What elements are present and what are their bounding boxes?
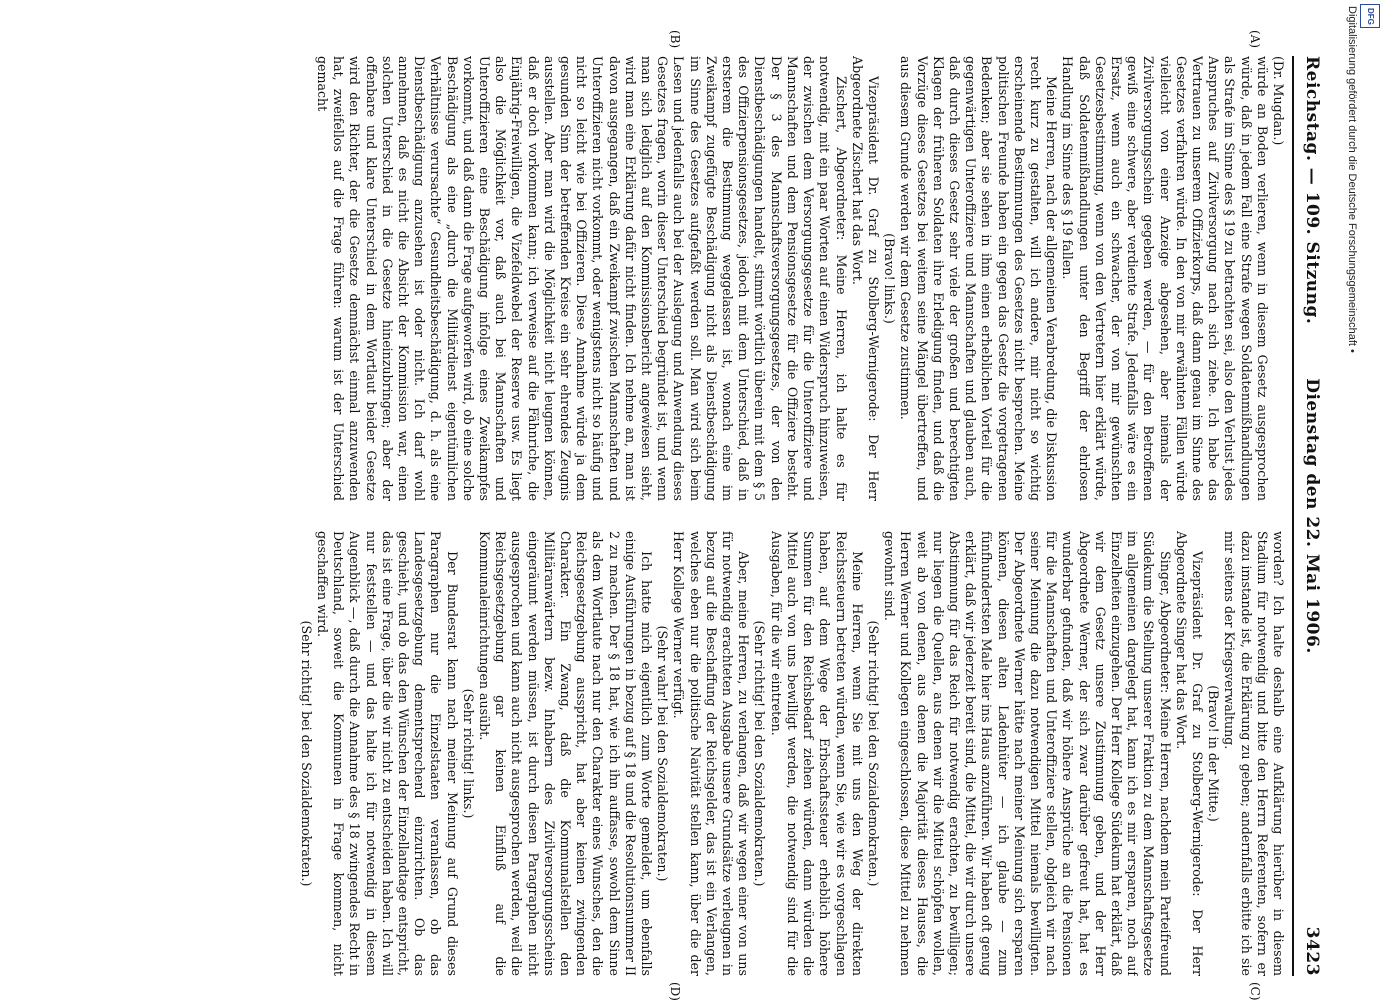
paragraph: Der Bundesrat kann nach meiner Meinung auf Grund dieses Paragraphen nur die Einzelstaaten veranlassen, ob das Landesgesetzgebung dementsprechend einzurichten. Ob das geschieht, und ob das den Wünschen der Einzellandtage entspricht, das ist eine Frage, über die wir nicht zu entscheiden haben. Ich will nur feststellen — und das halte ich für notwendig in diesem Augenblick —, daß durch die Annahme des § 18 zwingendes Recht in Deutschland, soweit die Kommunen in Frage kommen, nicht geschaffen wird. bbox=[315, 531, 460, 976]
dfg-logo: DFG bbox=[1360, 4, 1380, 28]
page-number: 3423 bbox=[1302, 926, 1322, 976]
margin-letter-d: (D) bbox=[668, 982, 682, 1001]
applause-note: (Bravo! links.) bbox=[882, 233, 898, 324]
newspaper-page bbox=[60, 30, 1322, 1001]
applause-note: (Bravo! in der Mitte.) bbox=[1206, 685, 1222, 822]
applause-note: (Sehr wahr! bei den Sozialdemokraten.) bbox=[655, 625, 671, 882]
digitization-credit: Digitalisierung gefördert durch die Deutsche Forschungsgemeinschaft • bbox=[1346, 6, 1358, 353]
speaker-reference: (Dr. Mugdan.) bbox=[1271, 56, 1286, 146]
applause-note: (Sehr richtig! bei den Sozialdemokraten.) bbox=[865, 620, 881, 887]
right-column bbox=[86, 531, 1286, 976]
paragraph: Meine Herren, wenn Sie mit uns den Weg der direkten Reichssteuern betreten würden, wenn Sie, wie wir es vorgeschlagen haben, auf dem Wege der Erbschaftssteuer erheblich höhere Summen für den Reichsbedarf ziehen würden, dann würden die Mittel auch von uns bewilligt werden, die notwendig sind für die Ausgaben, für die wir eintreten. bbox=[768, 531, 865, 976]
applause-note: (Sehr richtig! bei den Sozialdemokraten.) bbox=[752, 620, 768, 887]
paragraph: Zischert, Abgeordneter: Meine Herren, ich halte es für notwendig, mit ein paar Worten auf einen Widerspruch hinzuweisen, der zwischen dem Versorgungsgesetze für die Unteroffiziere und Mannschaften und dem Pensionsgesetze für die Offiziere besteht. Der § 3 des Mannschaftsversorgungsgesetzes, der von den Dienstbeschädigungen handelt, stimmt wörtlich überein mit dem § 5 des Offizierpensionsgesetzes, jedoch mit dem Unterschied, daß in ersterem die Bestimmung weggelassen ist, wonach eine im Zweikampf zugefügte Beschädigung nicht als Dienstbeschädigung im Sinne des Gesetzes aufgefaßt werden soll. Man wird sich beim Lesen und jedenfalls auch bei der Auslegung und Anwendung dieses Gesetzes fragen, worin dieser Unterschied begründet ist, und wenn man sich lediglich auf den Kommissionsbericht angewiesen sieht, wird man eine Erklärung dafür nicht finden. Ich nehme an, man ist davon ausgegangen, daß ein Zweikampf zwischen Mannschaften und Unteroffizieren nicht vorkommt, oder wenigstens nicht so häufig und nicht so leicht wie bei Offizieren. Diese Annahme würde ja dem gesunden Sinn der betreffenden Kreise ein sehr ehrendes Zeugnis ausstellen. Aber man wird die Möglichkeit nicht leugnen können, daß er doch vorkommen kann; ich verweise auf die Fähnriche, die Einjährig-Freiwilligen, die Vizefeldwebel der Reserve usw. Es liegt also die Möglichkeit vor, daß auch bei Mannschaften und Unteroffizieren eine Beschädigung infolge eines Zweikampfes vorkommt, und daß dann die Frage aufgeworfen wird, ob eine solche Beschädigung als eine „durch die Militärdienst eigentümlichen Verhältnisse verursachte“ Gesundheitsbeschädigung, d. h. als eine Dienstbeschädigung anzusehen ist oder nicht. Ich darf wohl annehmen, daß es nicht die Absicht der Kommission war, einen solchen Unterschied in die Gesetze hineinzubringen; aber der offenbare und klare Unterschied in dem Wortlaut beider Gesetze wird den Richter, der die Gesetze demnächst einmal anzuwenden hat, zweifellos auf die Frage führen: warum ist der Unterschied gemacht bbox=[315, 56, 849, 501]
applause-note: (Sehr richtig! bei den Sozialdemokraten.) bbox=[298, 620, 314, 887]
applause-note: (Sehr richtig! links.) bbox=[460, 688, 476, 819]
column-gutter bbox=[86, 501, 1286, 531]
paragraph: würde an Boden verlieren, wenn in diesem Gesetz ausgesprochen würde, daß in jedem Fall eine Strafe wegen Soldatenmißhandlungen als Strafe im Sinne des § 19 zu betrachten sei, also den Verlust jedes Anspruches auf Zivilversorgung nach sich ziehe. Ich habe das Vertrauen zu unserem Offizierkorps, daß dann genau im Sinne des Gesetzes verfahren würde. In den von mir erwähnten Fällen würde vielleicht von einer Anzeige abgesehen, aber niemals der Zivilversorgungsschein gegeben werden, — für den Betroffenen gewiß eine schwere, aber verdiente Strafe. Jedenfalls wäre es ein Ersatz, wenn auch ein schwacher, der von mir gewünschten Gesetzesbestimmung, wenn von den Vertretern hier erklärt würde, daß Soldatenmißhandlungen unter den Begriff der ehrlosen Handlung im Sinne des § 19 fallen. bbox=[1060, 56, 1270, 501]
paragraph: Meine Herren, nach der allgemeinen Verabredung, die Diskussion recht kurz zu gestalten, will ich andere, mir nicht so wichtig erscheinende Bestimmungen des Gesetzes nicht besprechen. Meine politischen Freunde haben ein gegen das Gesetz die vorgetragenen Bedenken; aber sie sehen in ihm einen erheblichen Vorteil für die gegenwärtigen Unteroffiziere und Mannschaften und glauben auch, daß durch dieses Gesetz sehr viele der großen und berechtigten Klagen der früheren Soldaten ihre Erledigung finden, und daß die Vorzüge dieses Gesetzes bei weitem seine Mängel übertreffen, und aus diesem Grunde werden wir dem Gesetze zustimmen. bbox=[898, 56, 1060, 501]
margin-letter-c: (C) bbox=[1248, 982, 1262, 1001]
left-column bbox=[86, 56, 1286, 501]
paragraph: Ich hatte mich eigentlich zum Worte gemeldet, um ebenfalls einige Ausführungen in bezug auf § 18 und die Resolutionsnummer II 2 zu machen. Der § 18 hat, wie ich ihn auffasse, sowohl dem Sinne als dem Wortlaute nach nur den Charakter eines Wunsches, den die Reichsgesetzgebung ausspricht, hat aber keinen zwingenden Charakter. Ein Zwang, daß die Kommunalstellen den Militäranwärtern bezw. Inhabern des Zivilversorgungsscheins eingeräumt werden müssen, ist durch diesen Paragraphen nicht ausgesprochen und kann auch nicht ausgesprochen werden, weil die Reichsgesetzgebung gar keinen Einfluß auf die Kommunaleinrichtungen ausübt. bbox=[477, 531, 655, 976]
paragraph: worden? Ich halte deshalb eine Aufklärung hierüber in diesem Stadium für notwendig und bitte den Herrn Referenten, sofern er dazu imstande ist, die Erklärung zu geben; andernfalls erbitte ich sie mir seitens der Kriegsverwaltung. bbox=[1222, 531, 1286, 976]
page-header bbox=[1296, 56, 1322, 976]
header-date: Dienstag den 22. Mai 1906. bbox=[1302, 378, 1322, 654]
vice-president-announcement: Vizepräsident Dr. Graf zu Stolberg-Wernigerode: Der Herr Abgeordnete Zischert hat das Wort. bbox=[849, 56, 881, 501]
margin-letter-a: (A) bbox=[1248, 30, 1262, 49]
header-rule bbox=[1292, 56, 1294, 976]
paragraph: Singer, Abgeordneter: Meine Herren, nachdem mein Parteifreund Südekum die Stellung unserer Fraktion zu dem Mannschaftsgesetze im allgemeinen dargelegt hat, kann ich es mir ersparen, noch auf Einzelheiten einzugehen. Der Herr Kollege Südekum hat erklärt, daß wir dem Gesetz unsere Zustimmung geben, und der Herr Abgeordnete Werner, der sich zwar darüber gefreut hat, hat es wunderbar gefunden, daß wir höhere Ansprüche an die Pensionen für die Mannschaften und Unteroffiziere stellen, obgleich wir nach seiner Meinung die dazu notwendigen Mittel niemals bewilligten. Der Abgeordnete Werner hätte nach meiner Meinung sich ersparen können, diesen alten Ladenhüter — ich glaube — zum fünfhundertsten Male hier ins Haus anzuführen. Wir haben oft genug erklärt, daß wir jederzeit bereit sind, die Mittel, die wir durch unsere Abstimmung für das Reich für notwendig erachten, zu bewilligen; nur liegen die Quellen, aus denen wir die Mittel schöpfen wollen, weit ab von denen, aus denen die Majorität dieses Hauses, die Herren Werner und Kollegen eingeschlossen, diese Mittel zu nehmen gewohnt sind. bbox=[882, 531, 1173, 976]
vice-president-announcement: Vizepräsident Dr. Graf zu Stolberg-Wernigerode: Der Herr Abgeordnete Singer hat das Wort. bbox=[1173, 531, 1205, 976]
margin-letter-b: (B) bbox=[668, 30, 682, 49]
paragraph: Aber, meine Herren, zu verlangen, daß wir wegen einer von uns für notwendig erachteten Ausgabe unsere Grundsätze verleugnen in bezug auf die Beschaffung der Reichsgelder, das ist ein Verlangen, welches eben nur die politische Naivität stellen kann, über die der Herr Kollege Werner verfügt. bbox=[671, 531, 752, 976]
header-left: Reichstag. — 109. Sitzung. bbox=[1302, 56, 1322, 325]
